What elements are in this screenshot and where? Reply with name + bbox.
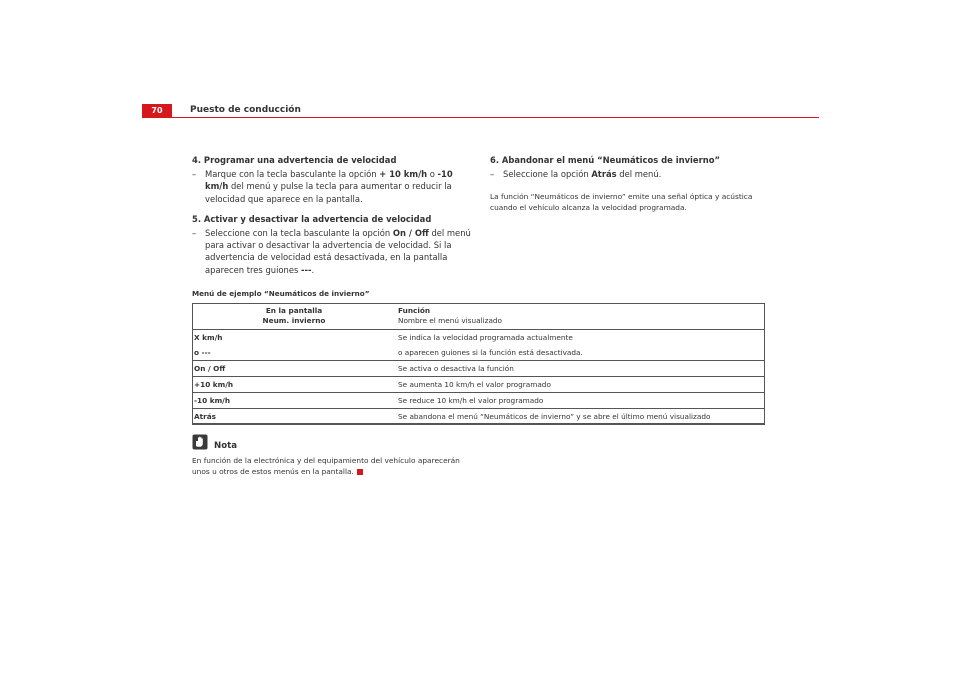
left-column xyxy=(192,154,472,276)
table-row: On / Off Se activa o desactiva la función xyxy=(192,361,765,377)
section-4-title: 4. Programar una advertencia de velocidad xyxy=(192,155,397,165)
column-header-screen: En la pantalla Neum. invierno xyxy=(192,303,396,330)
option-minus-10: -10 km/h xyxy=(205,169,453,192)
column-header-function: Función Nombre el menú visualizado xyxy=(396,303,765,330)
info-paragraph: La función “Neumáticos de invierno” emite una señal óptica y acústica cuando el vehículo alcanza la velocidad programada. xyxy=(490,192,753,213)
note-title: Nota xyxy=(214,441,238,451)
section-6-title: 6. Abandonar el menú “Neumáticos de invierno” xyxy=(490,155,720,165)
section-4-step: – Marque con la tecla basculante la opción + 10 km/h o -10 km/h del menú y pulse la tecla para aumentar o reducir la velocidad que aparece en la pantalla. xyxy=(192,169,453,204)
menu-table-title: Menú de ejemplo “Neumáticos de invierno” xyxy=(192,289,370,298)
table-row: -10 km/h Se reduce 10 km/h el valor programado xyxy=(192,393,765,409)
menu-table xyxy=(192,303,765,425)
section-5-step: – Seleccione con la tecla basculante la opción On / Off del menú para activar o desactivar la advertencia de velocidad. Si la advertencia de velocidad está desactivada, en la pantalla aparecen tres guiones ---. xyxy=(192,228,471,275)
table-row: X km/h Se indica la velocidad programada actualmente xyxy=(194,333,573,342)
end-mark-icon xyxy=(357,469,363,475)
section-5-title: 5. Activar y desactivar la advertencia de velocidad xyxy=(192,213,432,224)
note-text: En función de la electrónica y del equipamiento del vehículo aparecerán unos u otros de estos menús en la pantalla. xyxy=(192,456,460,476)
page-header-title: Puesto de conducción xyxy=(190,105,301,115)
right-column xyxy=(490,154,770,213)
dash-bullet: – xyxy=(192,169,197,180)
option-atras: Atrás xyxy=(591,169,617,180)
table-header-row xyxy=(192,303,765,330)
header-rule xyxy=(172,117,819,118)
section-6-step: – Seleccione la opción Atrás del menú. xyxy=(490,169,662,180)
page-number: 70 xyxy=(142,104,172,118)
dashes-symbol: --- xyxy=(301,264,312,275)
table-row: +10 km/h Se aumenta 10 km/h el valor programado xyxy=(192,377,765,393)
table-row: o --- o aparecen guiones si la función está desactivada. xyxy=(192,345,765,361)
option-plus-10: + 10 km/h xyxy=(379,169,428,180)
note-hand-icon xyxy=(192,434,208,450)
dash-bullet: – xyxy=(192,228,197,239)
table-row: Atrás Se abandona el menú “Neumáticos de invierno” y se abre el último menú visualizado xyxy=(192,409,765,425)
dash-bullet: – xyxy=(490,169,495,180)
option-on-off: On / Off xyxy=(392,228,429,239)
